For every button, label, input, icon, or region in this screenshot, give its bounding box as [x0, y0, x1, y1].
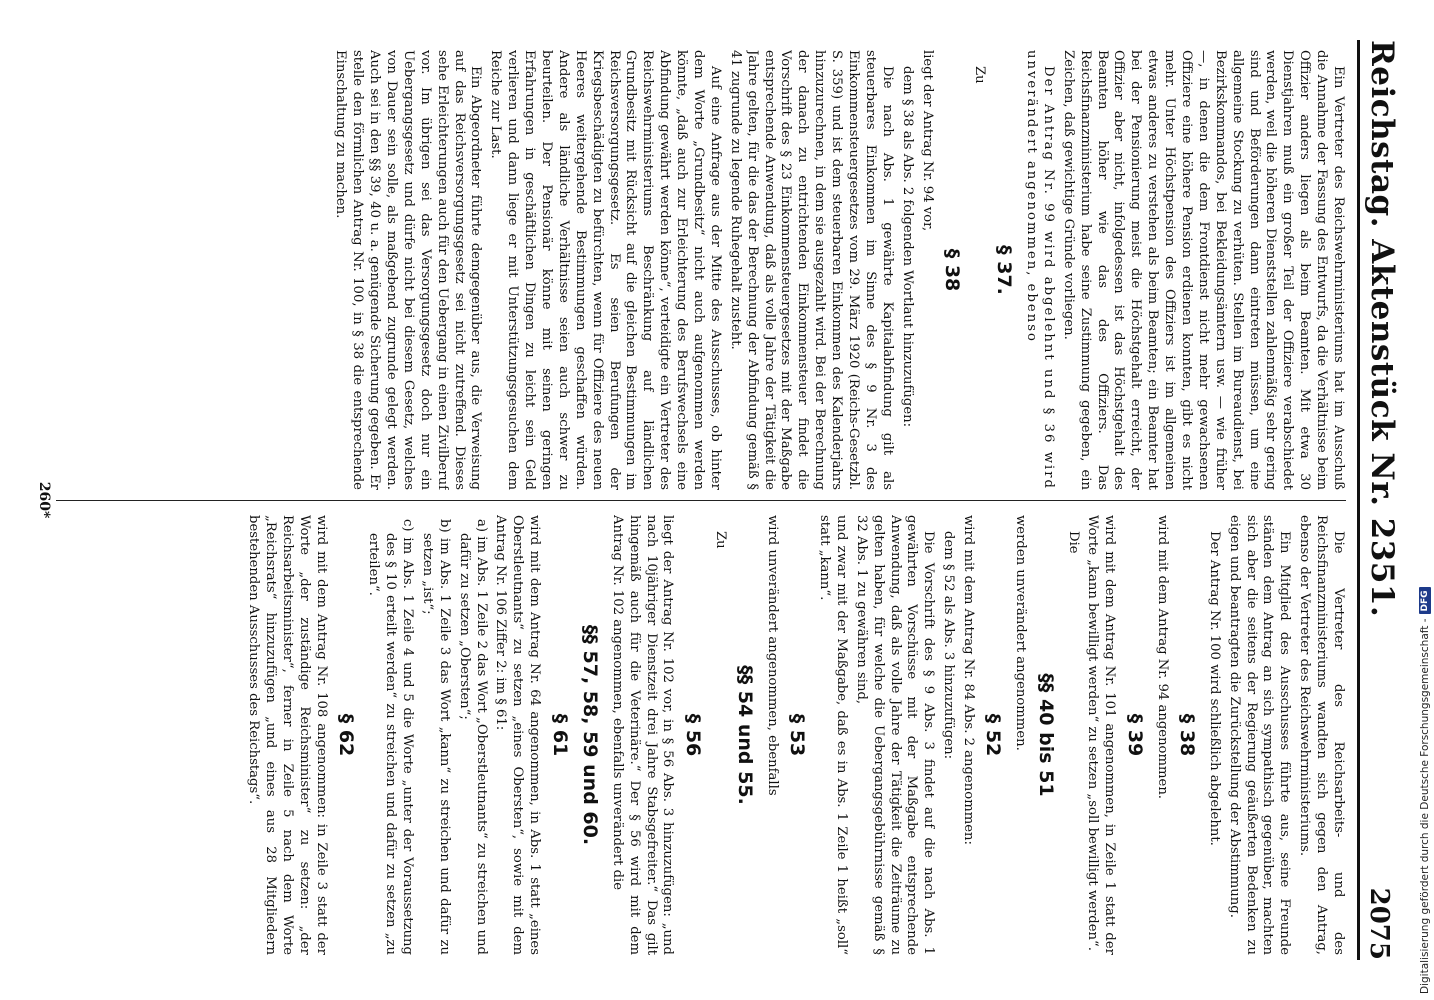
section-heading: § 61 [548, 713, 571, 757]
section-heading: §§ 40 bis 51 [1034, 673, 1057, 797]
paragraph: liegt der Antrag Nr. 102 vor, in § 56 Abs. 3 hinzuzufügen: „und nach 10jähriger Dienstzeit drei Jahre Stabsgefreiter.“ Das gilt hingemäß auch für die Veterinäre.“ Der § 56 wird mit dem Antrag Nr. 102 angenommen, ebenfalls unverändert die [609, 515, 676, 955]
paragraph: wird mit dem Antrag Nr. 101 angenommen, in Zeile 1 statt der Worte „kann bewilligt werden“ zu setzen „soll bewilligt werden“. [1085, 515, 1118, 955]
credit-text: Digitalisierung gefördert durch die Deutsche Forschungsgemeinschaft - [1419, 618, 1431, 994]
paragraph-zu: Zu [712, 531, 728, 549]
section-heading: § 56 [681, 713, 704, 757]
paragraph: Auf eine Anfrage aus der Mitte des Ausschusses, ob hinter dem Worte „Grundbesitz“ nicht auch aufgenommen werden könnte, „daß auch zur Erleichterung des Berufswechsels eine Abfindung gewährt werden könne“, verteidigte ein Vertreter des Reichswehrministeriums Beschränkung auf ländlichen Grundbesitz mit Rücksicht auf die gleichen Bestimmungen im Reichsversorgungsgesetz. Es seien Berufungen der Kriegsbeschädigten zu befürchten, wenn für Offiziere des neuen Heeres weitergehende Bestimmungen geschaffen würden. Andere als ländliche Verhältnisse seien auch schwer zu beurteilen. Der Pensionär könne mit seinen geringen Erfahrungen in geschäftlichen Dingen zu leicht sein Geld verlieren und dann liege er mit Unterstützungsgesuchen dem Reiche zur Last. [488, 50, 723, 490]
section-heading: §§ 57, 58, 59 und 60. [578, 624, 601, 846]
paragraph: wird mit dem Antrag Nr. 108 angenommen: in Zeile 3 statt der Worte „der zuständige Reichsminister“ zu setzen: „der Reichsarbeitsminister“, ferner in Zeile 5 nach dem Worte „Reichsrats“ hinzuzufügen „und eines aus 28 Mitgliedern bestehenden Ausschusses des Reichstags“. [246, 515, 330, 955]
section-heading: §§ 54 und 55. [733, 665, 756, 805]
paragraph: wird mit dem Antrag Nr. 94 angenommen. [1154, 515, 1170, 799]
paragraph: Ein Abgeordneter führte demgegenüber aus, die Verweisung auf das Reichsversorgungsgesetz sei nicht zutreffend. Dieses sehe Erleichterungen auch für den Uebergang in einen Zivilberuf vor. Im übrigen sei das Versorgungsgesetz doch nur ein Uebergangsgesetz und dürfe nicht bei diesem Gesetz, welches von Dauer sein solle, als maßgebend zugrunde gelegt werden. Auch sei in den §§ 39, 40 u. a. genügende Sicherung gegeben. Er stelle den förmlichen Antrag Nr. 100, in § 38 die entsprechende Einschaltung zu machen. [333, 50, 484, 490]
column-divider [56, 500, 1346, 501]
section-heading: § 38 [940, 248, 963, 292]
list-item: c) im Abs. 1 Zeile 4 und 5 die Worte „unter der Voraussetzung des § 10 erteilt werden“ zu streichen und dafür zu setzen „zu erteilen“. [366, 519, 416, 955]
list-item: b) im Abs. 1 Zeile 3 das Wort „kann“ zu streichen und dafür zu setzen „ist“; [419, 519, 452, 955]
paragraph: Ein Mitglied des Ausschusses führte aus, seine Freunde ständen dem Antrag an sich sympathisch gegenüber, machten sich aber die seitens der Regierung geäußerten Bedenken zu eigen und beantragten die Zurückstellung der Abstimmung. [1226, 515, 1293, 955]
dfg-logo: DFG [1419, 587, 1431, 614]
paragraph: dem § 38 als Abs. 2 folgenden Wortlaut hinzuzufügen: [899, 66, 915, 428]
paragraph: Die Vertreter des Reichsarbeits- und des Reichsfinanzministeriums wandten sich gegen den Antrag, ebenso der Vertreter des Reichswehrministeriums. [1297, 515, 1346, 955]
digitization-credit [1416, 0, 1434, 1000]
footer-page-mark: 260* [36, 481, 52, 519]
list-item: a) im Abs. 1 Zeile 2 das Wort „Oberstleutnants“ zu streichen und dafür zu setzen „Obersten“; [456, 519, 489, 955]
section-heading: § 39 [1123, 713, 1146, 757]
right-column [66, 515, 1346, 955]
paragraph: und zwar mit der Maßgabe, daß es in Abs. 1 Zeile 1 heißt „soll“ statt „kann“. [817, 515, 849, 955]
page-title: Reichstag. Aktenstück Nr. 2351. [1364, 40, 1400, 618]
paragraph: Der Antrag Nr. 99 wird abgelehnt und § 36 wird unverändert angenommen, ebenso [1023, 50, 1056, 490]
section-heading: § 37. [993, 245, 1016, 295]
section-heading: § 53 [786, 713, 809, 757]
paragraph-zu: Zu [971, 66, 987, 84]
section-heading: § 62 [335, 713, 358, 757]
paragraph: werden unverändert angenommen. [1013, 515, 1029, 751]
paragraph: Die nach Abs. 1 gewährte Kapitalabfindung gilt als steuerbares Einkommen im Sinne des § 9 Nr. 3 des Einkommensteuergesetzes vom 29. März 1920 (Reichs-Gesetzbl. S. 359) und ist dem steuerbaren Einkommen des Kalenderjahrs hinzuzurechnen, in dem sie ausgezahlt wird. Bei der Berechnung der danach zu entrichtenden Einkommensteuer findet die Vorschrift des § 23 Einkommensteuergesetzes mit der Maßgabe entsprechende Anwendung, daß als volle Jahre der Tätigkeit die Jahre gelten, für die das der Berechnung der Abfindung gemäß § 41 zugrunde zu legende Ruhegehalt zusteht. [727, 50, 895, 490]
paragraph: Der Antrag Nr. 100 wird schließlich abgelehnt. [1206, 531, 1222, 846]
paragraph: wird mit dem Antrag Nr. 84 Abs. 2 angenommen: [961, 515, 977, 845]
paragraph: dem § 52 als Abs. 3 hinzuzufügen: [941, 531, 957, 760]
page-number: 2075 [1364, 887, 1394, 960]
left-column [66, 50, 1346, 490]
paragraph: Die Vorschrift des § 9 Abs. 3 findet auf die nach Abs. 1 gewährten Vorschüsse mit der Maßgabe entsprechende Anwendung, daß als volle Jahre der Tätigkeit die Zeiträume zu gelten haben, für welche die Uebergangsgebührnisse gemäß § 32 Abs. 1 zu gewähren sind, [853, 515, 937, 955]
page-header [1357, 40, 1412, 960]
paragraph: wird mit dem Antrag Nr. 64 angenommen, in Abs. 1 statt „eines Oberstleutnants“ zu setzen „eines Obersten“, sowie mit dem Antrag Nr. 106 Ziffer 2: im § 61: [493, 515, 543, 955]
paragraph: liegt der Antrag Nr. 94 vor, [919, 50, 935, 232]
section-heading: § 52 [982, 713, 1005, 757]
paragraph: wird unverändert angenommen, ebenfalls [764, 515, 780, 796]
paragraph: Ein Vertreter des Reichswehrministeriums hat im Ausschuß die Annahme der Fassung des Entwurfs, da die Verhältnisse beim Offizier anders liegen als beim Beamten. Mit etwa 30 Dienstjahren muß ein großer Teil der Offiziere verabschiedet werden, weil die höheren Dienststellen zahlenmäßig sehr gering sind und Beförderungen dann eintreten müssen, um eine allgemeine Stockung zu verhüten. Stellen im Bureaudienst, bei Bezirkskommandos, bei Bekleidungsämtern usw. — wie früher —, in denen die dem Frontdienst nicht mehr gewachsenen Offiziere eine höhere Pension erdienen konnten, gibt es nicht mehr. Unter Höchstpension des Offiziers ist im allgemeinen etwas anderes zu verstehen als beim Beamten; ein Beamter hat bei der Pensionierung meist die Höchstgehalt erreicht, der Offizier aber nicht, infolgedessen ist das Höchstgehalt des Beamten höher wie das des Offiziers. Das Reichsfinanzministerium habe seine Zustimmung gegeben, ein Zeichen, daß gewichtige Gründe vorliegen. [1060, 50, 1346, 490]
section-heading: § 38 [1175, 713, 1198, 757]
paragraph: Die [1065, 531, 1081, 554]
